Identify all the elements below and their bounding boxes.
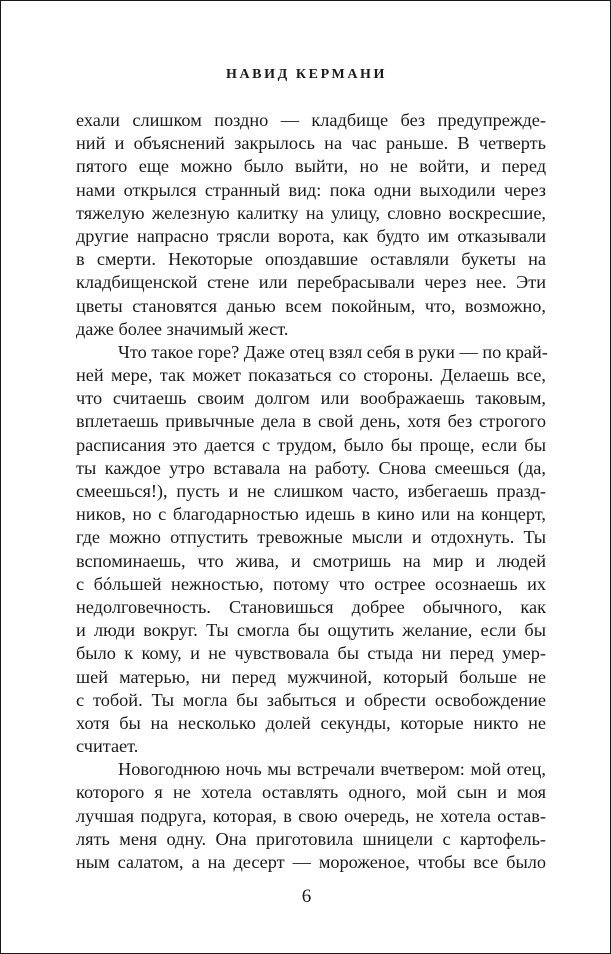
page-number: 6 [301, 886, 312, 907]
text-line: Что такое горе? Даже отец взял себя в руки — по край- [118, 341, 548, 362]
text-line: хотя бы на несколько долей секунды, которые никто не [76, 712, 546, 733]
text-line: расписания это дается с трудом, было бы проще, если бы [76, 434, 546, 455]
text-line: лучшая подруга, которая, в свою очередь, не хотела остав- [76, 805, 546, 826]
text-line: в смерти. Некоторые опоздавшие оставляли букеты на [76, 249, 546, 270]
text-line: было к кому, и не чувствовала бы стыда ни перед умер- [76, 643, 546, 664]
text-line: недолговечность. Становишься добрее обычного, как [76, 596, 546, 617]
text-line: где можно отпустить тревожные мысли и отдохнуть. Ты [76, 527, 546, 548]
text-line: которого я не хотела оставлять одного, мой сын и моя [76, 782, 546, 803]
text-line: ным салатом, а на десерт — мороженое, чтобы все было [76, 852, 546, 872]
text-line: цветы становятся данью всем покойным, что, возможно, [76, 295, 546, 316]
text-line: нами открылся странный вид: пока одни выходили через [76, 179, 546, 200]
text-line: шей матерью, ни перед мужчиной, который больше не [76, 666, 546, 687]
text-line: кладбищенской стене или перебрасывали через нее. Эти [76, 272, 546, 293]
text-line: ней мере, так может показаться со стороны. Делаешь все, [76, 365, 546, 386]
text-line: вспоминаешь, что жива, и смотришь на мир и людей [76, 550, 546, 571]
text-line: с тобой. Ты могла бы забыться и обрести освобождение [76, 689, 546, 710]
text-line: считает. [76, 736, 139, 757]
text-line: даже более значимый жест. [76, 318, 289, 339]
text-line: ты каждое утро вставала на работу. Снова смеешься (да, [76, 457, 546, 478]
body-text [76, 109, 546, 874]
text-line: лять меня одну. Она приготовила шницели с картофель- [76, 828, 546, 849]
text-line: ний и объяснений закрылось на час раньше. В четверть [76, 133, 546, 154]
text-line: ников, но с благодарностью идешь в кино или на концерт, [76, 504, 546, 525]
text-line: что считаешь своим долгом или воображаешь таковым, [76, 388, 546, 409]
text-line: другие напрасно трясли ворота, как будто им отказывали [76, 225, 546, 246]
text-line: пятого еще можно было выйти, но не войти, и перед [76, 156, 546, 177]
text-line: с бóльшей нежностью, потому что острее осознаешь их [76, 573, 546, 594]
text-line: смеешься!), пусть и не слишком часто, избегаешь празд- [76, 481, 546, 501]
text-line: вплетаешь привычные дела в свой день, хотя без строгого [76, 411, 546, 432]
text-line: Новогоднюю ночь мы встречали вчетвером: мой отец, [118, 759, 546, 780]
text-line: ехали слишком поздно — кладбище без предупрежде- [76, 110, 546, 130]
text-line: тяжелую железную калитку на улицу, словно воскресшие, [76, 202, 546, 223]
text-line: и люди вокруг. Ты смогла бы ощутить желание, если бы [76, 620, 546, 641]
running-head: НАВИД КЕРМАНИ [225, 67, 388, 82]
